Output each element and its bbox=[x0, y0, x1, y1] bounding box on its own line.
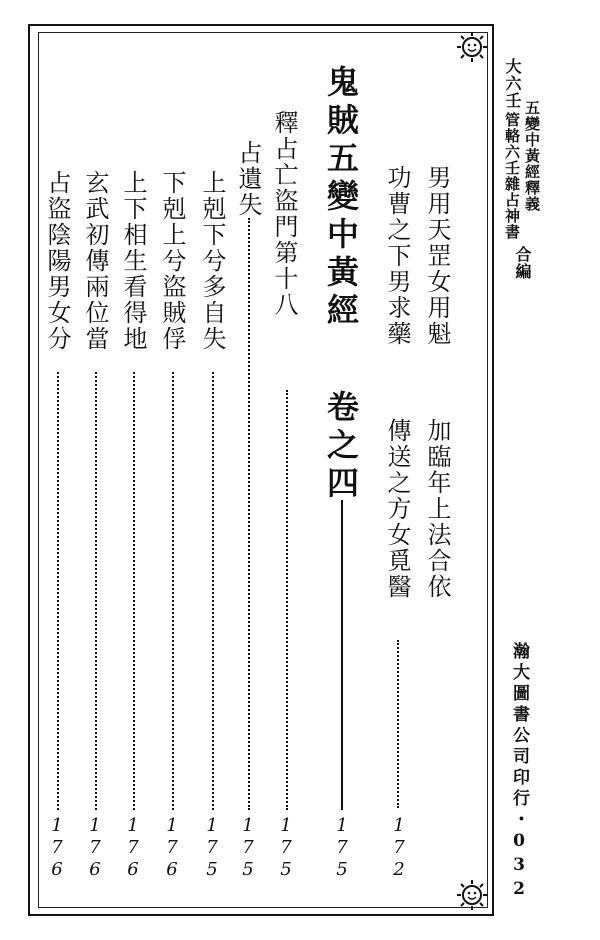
verse-line1-bottom: 加臨年上法合依 bbox=[423, 418, 451, 600]
verse-line2-top: 功曹之下男求藥 bbox=[383, 165, 411, 347]
page-number-digit: 1 bbox=[89, 815, 101, 836]
page-number-digit: 1 bbox=[393, 815, 405, 836]
toc-entry: 上剋下兮多自失 bbox=[198, 170, 226, 352]
toc-entry: 下剋上兮盜賊俘 bbox=[158, 170, 186, 352]
leader-dots bbox=[397, 640, 399, 808]
page-number bbox=[164, 815, 180, 881]
page-number bbox=[334, 815, 350, 881]
publisher-label: 瀚大圖書公司印行・032 bbox=[509, 642, 529, 903]
leader-dots bbox=[57, 372, 59, 810]
page-number-digit: 7 bbox=[206, 837, 218, 858]
page-number-digit: 7 bbox=[280, 837, 292, 858]
sun-face-icon bbox=[455, 878, 489, 912]
page-number-digit: 1 bbox=[51, 815, 63, 836]
leader-dots bbox=[212, 372, 214, 810]
leader-dots bbox=[172, 372, 174, 810]
leader-dots bbox=[286, 390, 288, 810]
page-number-digit: 7 bbox=[166, 837, 178, 858]
page-number-digit: 5 bbox=[242, 859, 254, 880]
page-number-digit: 7 bbox=[127, 837, 139, 858]
toc-entry: 占遺失 bbox=[234, 140, 262, 218]
volume-label: 卷之四 bbox=[322, 390, 360, 504]
page-number-digit: 2 bbox=[393, 859, 405, 880]
toc-entry: 玄武初傳兩位當 bbox=[81, 170, 109, 352]
page-number-digit: 7 bbox=[336, 837, 348, 858]
page-number-digit: 1 bbox=[280, 815, 292, 836]
page-number bbox=[49, 815, 65, 881]
page-number-digit: 7 bbox=[242, 837, 254, 858]
page-number-digit: 5 bbox=[280, 859, 292, 880]
verse-line2-bottom: 傳送之方女覓醫 bbox=[383, 418, 411, 600]
toc-entry: 上下相生看得地 bbox=[119, 170, 147, 352]
leader-dots bbox=[133, 372, 135, 810]
page-number bbox=[125, 815, 141, 881]
page-number-digit: 6 bbox=[166, 859, 178, 880]
page-number-digit: 6 bbox=[89, 859, 101, 880]
page-number-digit: 7 bbox=[89, 837, 101, 858]
page-number-digit: 1 bbox=[336, 815, 348, 836]
book-title: 鬼賊五變中黃經 bbox=[322, 65, 360, 331]
page-number bbox=[87, 815, 103, 881]
leader-dots bbox=[248, 218, 250, 810]
page-border-inner bbox=[38, 32, 488, 908]
section-title: 釋占亡盜門第十八 bbox=[270, 110, 298, 318]
side-series: 大六壬 bbox=[503, 58, 522, 109]
side-title-line2: 管輅六壬雜占神書 bbox=[503, 112, 521, 240]
page-number-digit: 5 bbox=[206, 859, 218, 880]
leader-dots bbox=[95, 372, 97, 810]
page-number-digit: 7 bbox=[393, 837, 405, 858]
page-number bbox=[391, 815, 407, 881]
page-number bbox=[204, 815, 220, 881]
side-title-suffix: 合編 bbox=[513, 246, 532, 280]
toc-entry: 占盜陰陽男女分 bbox=[43, 170, 71, 352]
page-number bbox=[240, 815, 256, 881]
sun-face-icon bbox=[455, 30, 489, 64]
page-number-digit: 7 bbox=[51, 837, 63, 858]
page-number-digit: 6 bbox=[51, 859, 63, 880]
page-number-digit: 6 bbox=[127, 859, 139, 880]
volume-rule bbox=[341, 500, 343, 810]
verse-line1-top: 男用天罡女用魁 bbox=[423, 165, 451, 347]
page-number-digit: 5 bbox=[336, 859, 348, 880]
page-number-digit: 1 bbox=[166, 815, 178, 836]
page-number-digit: 1 bbox=[206, 815, 218, 836]
page-number bbox=[278, 815, 294, 881]
page-number-digit: 1 bbox=[242, 815, 254, 836]
side-title-line1: 五變中黃經釋義 bbox=[523, 100, 541, 212]
page-number-digit: 1 bbox=[127, 815, 139, 836]
